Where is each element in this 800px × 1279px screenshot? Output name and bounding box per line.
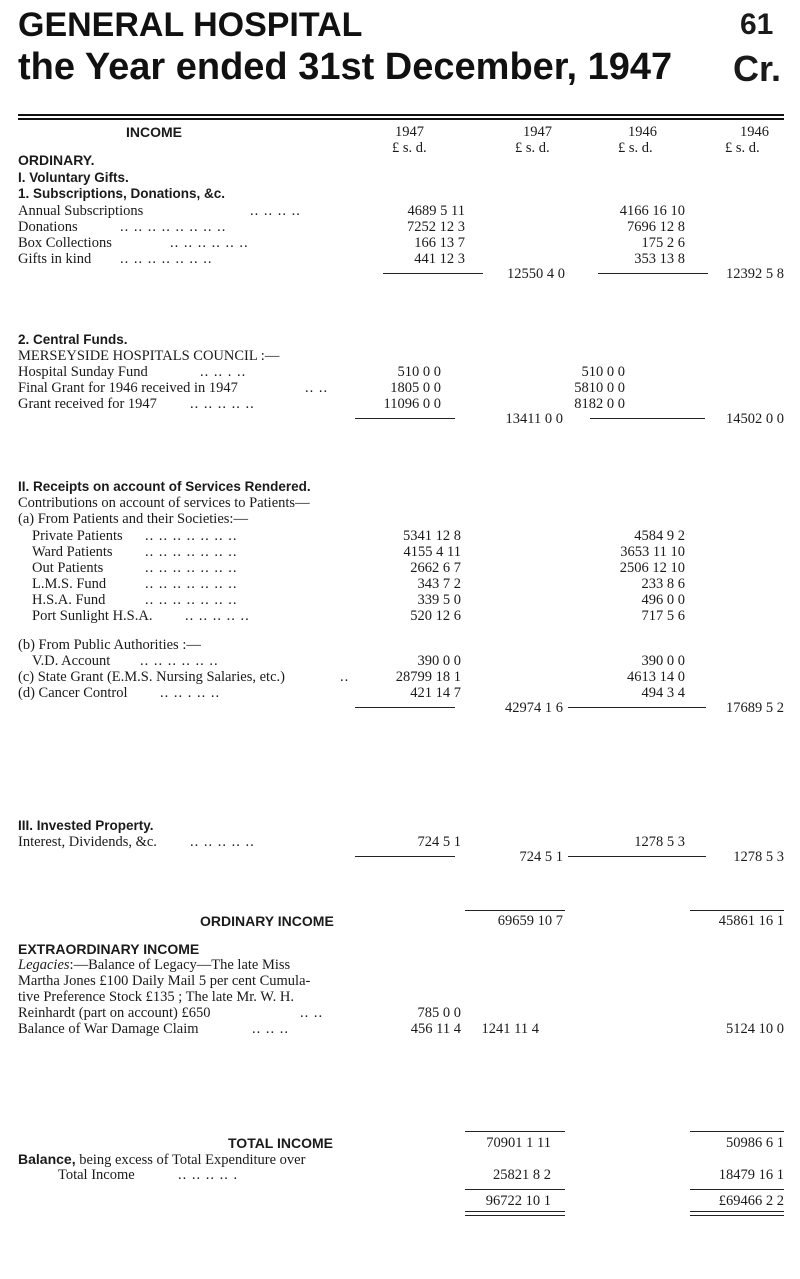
- leader-dots: .. .. . ..: [200, 364, 247, 380]
- total-1947: 13411 0 0: [505, 411, 563, 427]
- leader-dots: .. .. .. ..: [250, 203, 301, 219]
- value-1946: 4166 16 10: [619, 203, 685, 219]
- total-1947: 12550 4 0: [507, 266, 565, 282]
- extraordinary-heading: EXTRAORDINARY INCOME: [18, 941, 200, 957]
- value-1947: 7252 12 3: [407, 219, 465, 235]
- value-1947: 510 0 0: [397, 364, 441, 380]
- total-income-1946: 50986 6 1: [726, 1135, 784, 1151]
- leader-dots: ..: [340, 669, 350, 685]
- value-1947: 28799 18 1: [395, 669, 461, 685]
- row-label: Interest, Dividends, &c.: [18, 834, 157, 850]
- row-label: Gifts in kind: [18, 251, 92, 267]
- leader-dots: .. ..: [300, 1005, 324, 1021]
- services-sub1: Contributions on account of services to Patients—: [18, 495, 310, 511]
- legacy-value: 785 0 0: [417, 1005, 461, 1021]
- subtotal-rule: [568, 856, 706, 857]
- col-1947-b: 1947: [523, 124, 552, 140]
- total-1947: 42974 1 6: [505, 700, 563, 716]
- units-2: £ s. d.: [515, 140, 550, 156]
- voluntary-gifts-heading: I. Voluntary Gifts.: [18, 170, 129, 185]
- row-label: Donations: [18, 219, 78, 235]
- leader-dots: .. .. .. .. .. .. ..: [145, 592, 238, 608]
- leader-dots: .. .. .. .. .. ..: [170, 235, 249, 251]
- subtotal-rule: [598, 273, 708, 274]
- leader-dots: .. .. ..: [252, 1021, 289, 1037]
- value-1946: 233 8 6: [641, 576, 685, 592]
- leader-dots: .. .. .. .. .. .. ..: [145, 576, 238, 592]
- grand-total-double-rule: [465, 1211, 565, 1216]
- value-1946: 8182 0 0: [574, 396, 625, 412]
- ordinary-heading: ORDINARY.: [18, 152, 95, 168]
- total-income-1947: 70901 1 11: [486, 1135, 551, 1151]
- ordinary-income-label: ORDINARY INCOME: [200, 913, 334, 929]
- total-1946: 12392 5 8: [726, 266, 784, 282]
- extraordinary-total-1947: 1241 11 4: [481, 1021, 539, 1037]
- value-1946: 494 3 4: [641, 685, 685, 701]
- total-rule: [465, 1189, 565, 1190]
- total-1946: 14502 0 0: [726, 411, 784, 427]
- value-1946: 175 2 6: [641, 235, 685, 251]
- section-rule: [690, 910, 784, 911]
- row-label: Grant received for 1947: [18, 396, 157, 412]
- leader-dots: .. .. .. .. .. .. ..: [120, 251, 213, 267]
- subtotal-rule: [355, 418, 455, 419]
- value-1947: 339 5 0: [417, 592, 461, 608]
- legacy-line4: Reinhardt (part on account) £650: [18, 1005, 211, 1021]
- value-1946: 390 0 0: [641, 653, 685, 669]
- leader-dots: .. .. .. .. ..: [190, 834, 255, 850]
- total-income-label: TOTAL INCOME: [228, 1135, 333, 1151]
- units-4: £ s. d.: [725, 140, 760, 156]
- header-rule-bottom: [18, 118, 784, 120]
- grand-total-double-rule: [690, 1211, 784, 1216]
- row-label: Box Collections: [18, 235, 112, 251]
- ordinary-income-1947: 69659 10 7: [497, 913, 563, 929]
- balance-label: Balance,: [18, 1151, 76, 1167]
- leader-dots: .. .. .. .. .. .. .. ..: [120, 219, 227, 235]
- value-1946: 4584 9 2: [634, 528, 685, 544]
- services-sub2: (a) From Patients and their Societies:—: [18, 511, 248, 527]
- row-label: H.S.A. Fund: [32, 592, 106, 608]
- leader-dots: .. .. .. .. ..: [185, 608, 250, 624]
- value-1946: 5810 0 0: [574, 380, 625, 396]
- value-1947: 441 12 3: [414, 251, 465, 267]
- header-rule-top: [18, 114, 784, 116]
- value-1946: 2506 12 10: [619, 560, 685, 576]
- leader-dots: .. .. .. .. .. .. ..: [145, 560, 238, 576]
- row-label: Private Patients: [32, 528, 123, 544]
- leader-dots: .. .. .. .. .. ..: [140, 653, 219, 669]
- value-1946: 353 13 8: [634, 251, 685, 267]
- war-damage-value: 456 11 4: [410, 1021, 461, 1037]
- legacies-label: Legacies: [18, 957, 70, 973]
- value-1947: 4155 4 11: [403, 544, 461, 560]
- section-rule: [465, 1131, 565, 1132]
- row-label: Out Patients: [32, 560, 104, 576]
- col-1947-a: 1947: [395, 124, 424, 140]
- public-authorities-heading: (b) From Public Authorities :—: [18, 637, 201, 653]
- row-label: Hospital Sunday Fund: [18, 364, 148, 380]
- row-label: Port Sunlight H.S.A.: [32, 608, 153, 624]
- subtotal-rule: [355, 856, 455, 857]
- row-label: Annual Subscriptions: [18, 203, 144, 219]
- row-label: Final Grant for 1946 received in 1947: [18, 380, 238, 396]
- row-label: Ward Patients: [32, 544, 113, 560]
- col-1946-a: 1946: [628, 124, 657, 140]
- value-1946: 717 5 6: [641, 608, 685, 624]
- value-1946: 3653 11 10: [620, 544, 685, 560]
- value-1947: 343 7 2: [417, 576, 461, 592]
- value-1946: 496 0 0: [641, 592, 685, 608]
- value-1947: 2662 6 7: [410, 560, 461, 576]
- row-label: (c) State Grant (E.M.S. Nursing Salaries, etc.): [18, 669, 285, 685]
- section-rule: [690, 1131, 784, 1132]
- balance-1947: 25821 8 2: [493, 1167, 551, 1183]
- value-1947: 11096 0 0: [383, 396, 441, 412]
- page-title-line2: the Year ended 31st December, 1947: [18, 46, 673, 88]
- subtotal-rule: [568, 707, 706, 708]
- credit-side-label: Cr.: [733, 48, 782, 89]
- subtotal-rule: [383, 273, 483, 274]
- merseyside-heading: MERSEYSIDE HOSPITALS COUNCIL :—: [18, 348, 280, 364]
- value-1947: 4689 5 11: [407, 203, 465, 219]
- subtotal-rule: [590, 418, 705, 419]
- value-1947: 166 13 7: [414, 235, 465, 251]
- section-rule: [465, 910, 565, 911]
- total-1946: 1278 5 3: [733, 849, 784, 865]
- units-1: £ s. d.: [392, 140, 427, 156]
- grand-total-1947: 96722 10 1: [485, 1193, 551, 1209]
- value-1946: 7696 12 8: [627, 219, 685, 235]
- col-1946-b: 1946: [740, 124, 769, 140]
- subtotal-rule: [355, 707, 455, 708]
- value-1947: 520 12 6: [410, 608, 461, 624]
- legacy-line2: Martha Jones £100 Daily Mail 5 per cent Cumula-: [18, 973, 311, 989]
- row-label: L.M.S. Fund: [32, 576, 107, 592]
- page-title-line1: GENERAL HOSPITAL: [18, 6, 363, 44]
- legacies-text: :—Balance of Legacy—The late Miss: [69, 957, 291, 973]
- page-number: 61: [740, 8, 774, 41]
- leader-dots: .. .. .. .. ..: [190, 396, 255, 412]
- leader-dots: .. .. .. .. .: [178, 1167, 239, 1183]
- leader-dots: .. ..: [305, 380, 329, 396]
- value-1947: 1805 0 0: [390, 380, 441, 396]
- value-1946: 510 0 0: [581, 364, 625, 380]
- leader-dots: .. .. . .. ..: [160, 685, 221, 701]
- balance-text: being excess of Total Expenditure over: [79, 1152, 306, 1168]
- income-heading: INCOME: [126, 124, 182, 140]
- total-rule: [690, 1189, 784, 1190]
- grand-total-1946: £69466 2 2: [718, 1193, 784, 1209]
- row-label: (d) Cancer Control: [18, 685, 128, 701]
- total-1947: 724 5 1: [519, 849, 563, 865]
- subscriptions-heading: 1. Subscriptions, Donations, &c.: [18, 186, 226, 201]
- legacy-line3: tive Preference Stock £135 ; The late Mr. W. H.: [18, 989, 294, 1005]
- total-1946: 17689 5 2: [726, 700, 784, 716]
- war-damage-label: Balance of War Damage Claim: [18, 1021, 199, 1037]
- value-1946: 4613 14 0: [627, 669, 685, 685]
- services-heading: II. Receipts on account of Services Rendered.: [18, 479, 311, 494]
- value-1947: 421 14 7: [410, 685, 461, 701]
- value-1947: 724 5 1: [417, 834, 461, 850]
- central-funds-heading: 2. Central Funds.: [18, 332, 128, 347]
- value-1947: 390 0 0: [417, 653, 461, 669]
- invested-heading: III. Invested Property.: [18, 818, 154, 833]
- value-1947: 5341 12 8: [403, 528, 461, 544]
- leader-dots: .. .. .. .. .. .. ..: [145, 528, 238, 544]
- balance-text2: Total Income: [58, 1167, 135, 1183]
- leader-dots: .. .. .. .. .. .. ..: [145, 544, 238, 560]
- ordinary-income-1946: 45861 16 1: [718, 913, 784, 929]
- row-label: V.D. Account: [32, 653, 111, 669]
- units-3: £ s. d.: [618, 140, 653, 156]
- balance-1946: 18479 16 1: [718, 1167, 784, 1183]
- value-1946: 1278 5 3: [634, 834, 685, 850]
- extraordinary-total-1946: 5124 10 0: [726, 1021, 784, 1037]
